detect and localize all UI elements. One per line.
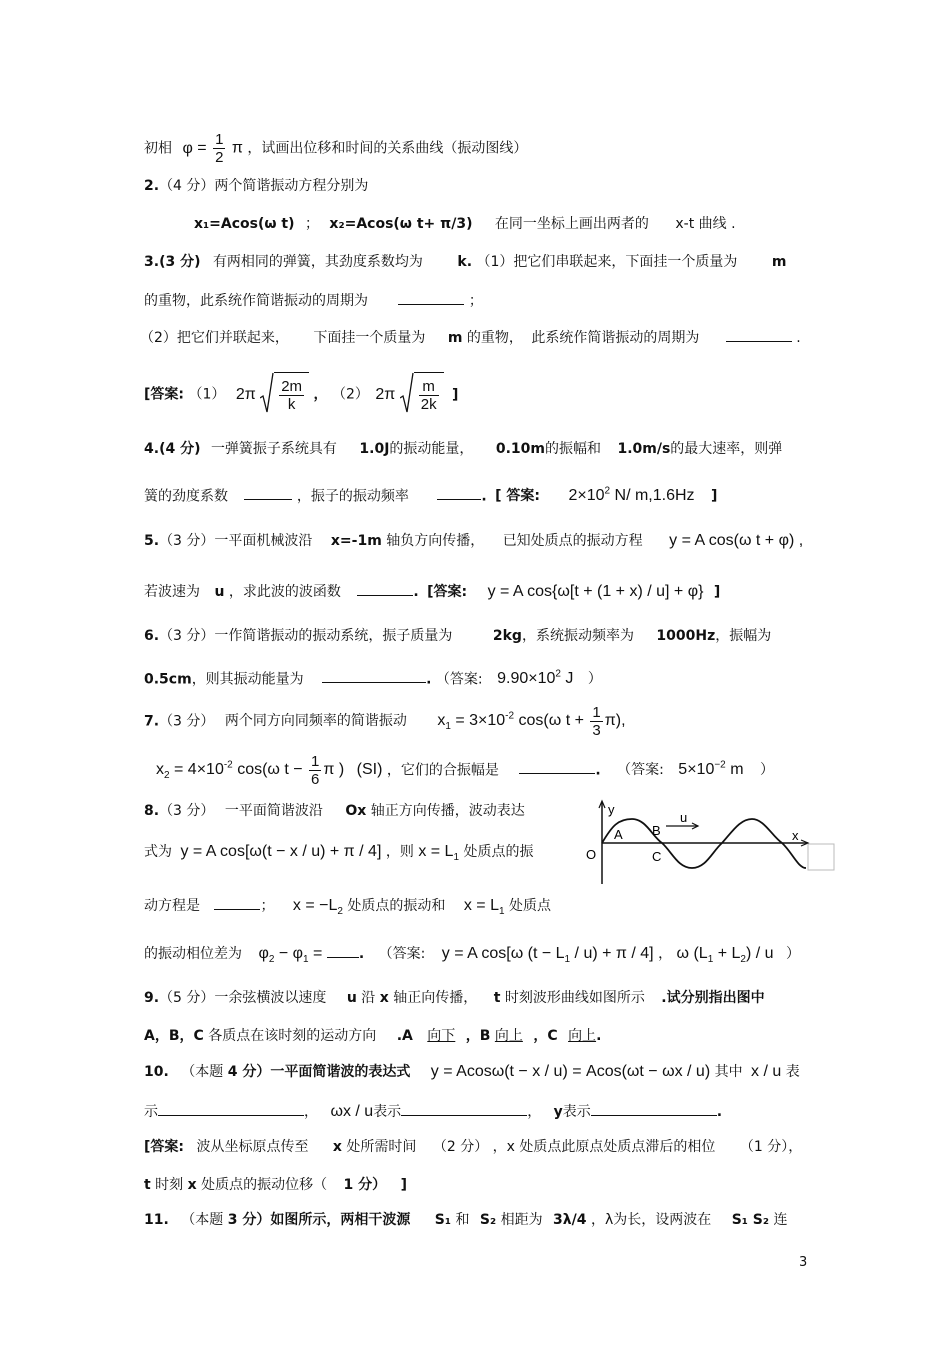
answer-blank[interactable] <box>437 483 481 500</box>
text: 的振动能量， <box>389 441 474 457</box>
question-8-line2 <box>144 842 533 868</box>
denominator: 2 <box>215 149 224 166</box>
text: ，求此波的波函数 <box>228 584 341 600</box>
question-2-equations <box>194 214 736 234</box>
text: （3 分）一平面机械波沿 <box>159 533 313 549</box>
value: 0.5cm <box>144 671 192 688</box>
text: N/ m,1.6Hz <box>610 487 695 505</box>
text: （1）把它们串联起来，下面挂一个质量为 <box>476 254 738 270</box>
answer-value <box>497 670 573 687</box>
question-number: 9. <box>144 990 160 1006</box>
text: 连 <box>773 1212 788 1228</box>
text: . <box>426 671 432 688</box>
text: 一平面简谐波沿 <box>224 803 323 819</box>
text: ，振幅为 <box>715 628 772 644</box>
position <box>463 897 505 918</box>
denominator: 3 <box>592 721 601 739</box>
numerator: m <box>419 378 439 396</box>
text: （3 分） <box>159 713 215 730</box>
text: = 4×10 <box>169 761 224 779</box>
label-y: y <box>608 802 615 817</box>
answer-equation <box>441 945 654 966</box>
question-3-line2 <box>144 288 483 311</box>
subscript: 1 <box>499 906 505 918</box>
subscript: 2 <box>164 770 170 782</box>
value: 0.10m <box>495 441 545 457</box>
text: 动方程是 <box>144 898 200 914</box>
sources: S₁ S₂ <box>731 1212 770 1228</box>
text: ） <box>759 762 774 779</box>
text: 4 分）一平面简谐波的表达式 <box>227 1064 411 1080</box>
text: x-t 曲线 . <box>675 216 736 232</box>
x-symbol: x <box>332 1139 342 1155</box>
text: x <box>156 761 164 779</box>
text: ，C <box>533 1028 558 1044</box>
exponent: -2 <box>223 760 233 771</box>
value: 2kg <box>492 628 522 644</box>
answer-blank[interactable] <box>398 288 464 305</box>
text: . <box>595 762 601 779</box>
x-symbol: x <box>379 990 389 1006</box>
text: 式为 <box>144 844 172 860</box>
text: 轴负方向传播， <box>386 533 485 549</box>
subscript: 1 <box>707 954 714 966</box>
exponent: 2 <box>555 669 561 680</box>
text: 表示 <box>373 1104 402 1120</box>
text: . <box>481 488 487 505</box>
text: ] <box>452 386 459 403</box>
t-symbol: t <box>493 990 501 1006</box>
text: π ) <box>323 761 345 779</box>
question-3-answer <box>144 372 458 417</box>
question-10 <box>144 1062 800 1082</box>
question-number: 6. <box>144 628 160 644</box>
denominator: 6 <box>311 770 320 788</box>
m-symbol: m <box>771 254 787 270</box>
question-number: 10. <box>144 1064 169 1080</box>
subscript: 2 <box>740 954 746 966</box>
question-9-line2 <box>144 1026 601 1046</box>
question-4 <box>144 439 782 459</box>
numerator: 1 <box>311 752 320 770</box>
text: ； <box>468 293 483 309</box>
value: 1000Hz <box>656 628 716 644</box>
answer-blank[interactable] <box>519 757 595 774</box>
question-text: （4 分）两个简谐振动方程分别为 <box>159 178 369 194</box>
radical-sign <box>260 372 274 416</box>
pi: π <box>231 139 243 157</box>
numerator: 2m <box>281 377 303 395</box>
question-number: 5. <box>144 533 160 549</box>
answer-equation: y = A cos{ω[t + (1 + x) / u] + φ} <box>487 583 704 600</box>
answer-blank[interactable] <box>591 1099 717 1116</box>
m-symbol: m <box>447 330 463 346</box>
t-symbol: t <box>144 1177 151 1193</box>
label-u: u <box>680 810 688 825</box>
text: 处质点的振动和 <box>347 898 446 914</box>
separator: ； <box>304 216 319 232</box>
answer-label: （答案: <box>378 946 426 962</box>
text: 各质点在该时刻的运动方向 <box>208 1028 377 1044</box>
text: 在同一坐标上画出两者的 <box>494 216 649 232</box>
subscript: 1 <box>445 721 451 733</box>
text: 相距为 <box>500 1212 543 1228</box>
text: 若波速为 <box>144 584 200 600</box>
text: 示 <box>144 1104 158 1120</box>
text: m <box>725 761 744 779</box>
text: 波从坐标原点传至 <box>196 1139 309 1155</box>
text: A，B，C <box>144 1028 204 1044</box>
text: 其中 <box>714 1064 743 1080</box>
answer-label: [ 答案: <box>495 488 541 505</box>
text: . <box>358 946 365 962</box>
wave-equation: y = Acosω(t − x / u) = Acos(ωt − ωx / u) <box>430 1063 711 1080</box>
text: 1 分） <box>343 1177 387 1193</box>
question-number: 3. <box>144 254 160 270</box>
question-10-answer-line2 <box>144 1175 407 1195</box>
answer-blank[interactable] <box>322 666 426 683</box>
value: 1.0m/s <box>617 441 671 457</box>
equation: y = A cos(ω t + φ) , <box>669 532 804 549</box>
answer-blank[interactable] <box>158 1099 304 1116</box>
label-x: x <box>792 828 799 843</box>
text: （3 分）一作简谐振动的振动系统，振子质量为 <box>159 628 453 644</box>
text: （2）把它们并联起来， <box>140 330 289 346</box>
text: ，λ为长，设两波在 <box>590 1212 712 1228</box>
phase-difference <box>258 945 323 966</box>
label-origin: O <box>586 847 597 862</box>
text: = 3×10 <box>450 712 506 730</box>
answer-value <box>678 761 743 778</box>
text: （1） <box>188 386 226 403</box>
denominator: k <box>287 395 296 413</box>
text: 表 <box>785 1064 800 1080</box>
text: （本题 <box>181 1212 224 1228</box>
text: 的振动相位差为 <box>144 946 242 962</box>
equation-x2 <box>156 752 345 788</box>
text: x = −L <box>292 897 338 914</box>
text: 有两相同的弹簧，其劲度系数均为 <box>212 254 423 270</box>
subscript: 2 <box>337 906 343 918</box>
text: 处质点 <box>509 898 552 914</box>
text: ，x 处质点此原点处质点滞后的相位 <box>492 1139 716 1155</box>
wave-equation: y = A cos[ω(t − x / u) + π / 4] <box>180 843 382 860</box>
wave-figure <box>580 796 836 888</box>
question-number: 4. <box>144 441 160 457</box>
text: 的重物，此系统作简谐振动的周期为 <box>144 293 368 309</box>
answer-blank[interactable] <box>357 579 413 596</box>
answer-b: 向上 <box>494 1028 523 1044</box>
text: ； <box>260 898 275 914</box>
subscript: 1 <box>303 954 309 966</box>
question-5-line2 <box>144 579 720 602</box>
text: 的最大速率，则弹 <box>670 441 783 457</box>
text: ， <box>304 1104 318 1120</box>
square-root <box>260 372 309 417</box>
answer-blank[interactable] <box>327 941 359 958</box>
si-unit: (SI) <box>356 761 383 779</box>
text: 处所需时间 <box>346 1139 417 1155</box>
answer-label: （答案: <box>435 671 483 688</box>
text: .A <box>396 1028 413 1044</box>
value: 1.0J <box>359 441 390 457</box>
text: 时刻波形曲线如图所示 <box>504 990 645 1006</box>
x-symbol: x <box>187 1177 197 1193</box>
text: − φ <box>274 945 303 962</box>
text: ） <box>785 946 800 962</box>
text: 下面挂一个质量为 <box>313 330 426 346</box>
two-pi: 2π <box>235 385 256 403</box>
text: ） <box>587 671 602 688</box>
text: / u) + π / 4] <box>570 945 654 962</box>
text: = <box>308 945 323 962</box>
text: 和 <box>455 1212 470 1228</box>
answer-a: 向下 <box>427 1028 456 1044</box>
question-9 <box>144 988 765 1008</box>
u-symbol: u <box>214 584 225 600</box>
text: . <box>596 1028 602 1044</box>
label-point-a: A <box>614 827 623 842</box>
question-number: 8. <box>144 803 160 819</box>
text: （5 分）一余弦横波以速度 <box>159 990 327 1006</box>
text: . <box>413 584 419 600</box>
text: 此系统作简谐振动的周期为 <box>531 330 700 346</box>
question-3-line3 <box>140 325 801 348</box>
exponent: 2 <box>604 486 611 497</box>
text: 两个同方向同频率的简谐振动 <box>224 713 407 730</box>
y-symbol: y <box>553 1104 563 1120</box>
text: x = L <box>418 843 454 860</box>
question-number: 2. <box>144 178 160 194</box>
text: y = A cos[ω (t − L <box>441 945 565 962</box>
text: x <box>437 712 446 730</box>
label-point-b: B <box>652 823 661 838</box>
question-number: 11. <box>144 1212 169 1228</box>
phi-symbol: φ <box>182 139 193 157</box>
question-2 <box>144 176 368 196</box>
position <box>292 897 343 918</box>
text: ， <box>313 386 328 403</box>
text: 轴正方向传播，波动表达 <box>370 803 525 819</box>
text: 处质点的振 <box>463 844 534 860</box>
answer-c: 向上 <box>568 1028 597 1044</box>
text: ，它们的合振幅是 <box>386 762 499 779</box>
answer-label: [答案: <box>144 1139 184 1155</box>
question-8-line3 <box>144 893 551 922</box>
question-6-line2 <box>144 665 602 689</box>
text: ，则其振动能量为 <box>191 671 304 688</box>
source-s1: S₁ <box>434 1212 452 1228</box>
text: （3 分） <box>159 803 215 819</box>
text: ) / u <box>745 945 774 962</box>
text: ，B <box>465 1028 491 1044</box>
line-initial-phase <box>144 131 527 166</box>
text: 表示 <box>562 1104 591 1120</box>
text: 已知处质点的振动方程 <box>502 533 643 549</box>
text: . <box>716 1104 723 1120</box>
answer-equation <box>676 945 774 966</box>
text: x = L <box>463 897 499 914</box>
text: cos(ω t + <box>514 712 589 730</box>
label-point-c: C <box>652 849 662 864</box>
question-11 <box>144 1210 787 1230</box>
text: 的振幅和 <box>545 441 601 457</box>
text: 5×10 <box>678 761 715 779</box>
text: 处质点的振动位移（ <box>201 1177 328 1193</box>
source-s2: S₂ <box>479 1212 497 1228</box>
text: .试分别指出图中 <box>661 990 765 1006</box>
question-3 <box>144 252 786 272</box>
answer-label: （答案: <box>617 762 664 779</box>
exponent: -2 <box>505 711 515 722</box>
text: 簧的劲度系数 <box>144 488 228 505</box>
answer-blank[interactable] <box>244 483 292 500</box>
text: . <box>796 330 801 346</box>
denominator: 2k <box>420 395 437 413</box>
equation-x1 <box>437 703 626 739</box>
text: 一弹簧振子系统具有 <box>210 441 337 457</box>
numerator: 1 <box>592 703 601 721</box>
equals: = <box>197 139 207 157</box>
text: （2 分） <box>432 1139 489 1155</box>
equation-x1: x₁=Acos(ω t) <box>194 216 295 232</box>
value: x=-1m <box>330 533 382 549</box>
subscript: 2 <box>268 954 275 966</box>
u-symbol: u <box>346 990 357 1006</box>
text: ] <box>711 488 718 505</box>
text: 沿 <box>361 990 376 1006</box>
square-root <box>400 372 444 417</box>
text: （2） <box>331 386 369 403</box>
question-7-line2 <box>156 746 774 797</box>
answer-blank[interactable] <box>214 893 260 910</box>
question-10-line2 <box>144 1099 722 1122</box>
question-8 <box>144 801 525 821</box>
text: 轴正向传播， <box>393 990 478 1006</box>
text: ，振子的振动频率 <box>296 488 409 505</box>
answer-blank[interactable] <box>726 325 792 342</box>
k-symbol: k. <box>457 254 473 270</box>
text: （本题 <box>181 1064 224 1080</box>
text: ] <box>713 584 721 600</box>
text: ω (L <box>676 945 708 962</box>
answer-label: [答案: <box>144 386 184 403</box>
text: ，系统振动频率为 <box>521 628 634 644</box>
question-6 <box>144 626 771 646</box>
text: （1 分）， <box>739 1139 803 1155</box>
fraction <box>213 131 225 166</box>
question-10-answer <box>144 1137 802 1157</box>
question-number: 7. <box>144 713 160 730</box>
two-pi: 2π <box>375 385 396 403</box>
text: ， <box>527 1104 542 1120</box>
axis-label: Ox <box>345 803 367 819</box>
text: 的重物， <box>466 330 523 346</box>
text: cos(ω t − <box>232 761 308 779</box>
page-number: 3 <box>799 1255 808 1270</box>
text: + L <box>713 945 741 962</box>
text: φ <box>258 945 269 962</box>
distance: 3λ/4 <box>553 1212 587 1228</box>
question-5 <box>144 531 803 551</box>
text: ，则 <box>385 844 414 860</box>
radical-sign <box>400 372 414 416</box>
exponent: −2 <box>714 760 726 771</box>
text: 3 分）如图所示，两相干波源 <box>227 1212 411 1228</box>
answer-label: [答案: <box>427 584 468 600</box>
subscript: 1 <box>564 954 571 966</box>
subscript: 1 <box>453 852 460 864</box>
text: 初相 <box>144 140 172 157</box>
text: ， <box>658 946 673 962</box>
text: ] <box>400 1177 408 1193</box>
position <box>418 843 460 864</box>
question-8-line4 <box>144 941 800 970</box>
answer-value <box>568 487 694 504</box>
text: ωx / u <box>330 1103 374 1120</box>
question-7 <box>144 697 626 748</box>
points: (4 分) <box>159 441 201 457</box>
question-4-line2 <box>144 482 717 506</box>
text: π), <box>604 712 626 730</box>
points: (3 分) <box>159 254 201 270</box>
equation-x2: x₂=Acos(ω t+ π/3) <box>329 216 473 232</box>
text: J <box>560 670 574 688</box>
numerator: 1 <box>215 131 224 148</box>
text: 时刻 <box>155 1177 184 1193</box>
text: 2×10 <box>568 487 605 505</box>
answer-blank[interactable] <box>401 1099 527 1116</box>
text: ，试画出位移和时间的关系曲线（振动图线） <box>247 140 528 157</box>
text: 9.90×10 <box>497 670 556 688</box>
corner-box <box>808 844 834 870</box>
text: x / u <box>751 1063 782 1080</box>
